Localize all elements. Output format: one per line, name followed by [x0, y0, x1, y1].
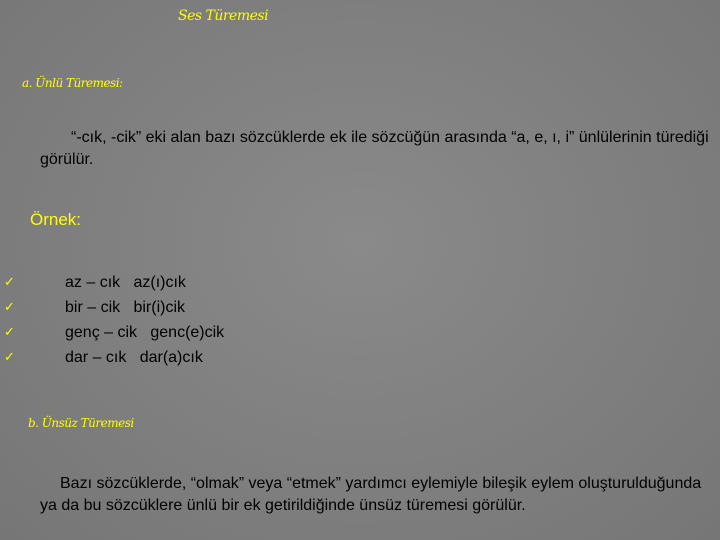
checkmark-icon: ✓: [4, 275, 15, 290]
section-a-paragraph-text: “-cık, -cik” eki alan bazı sözcüklerde ek ile sözcüğün arasında “a, e, ı, i” ünlülerinin türediği görülür.: [40, 129, 709, 168]
example-text: az – cık az(ı)cık: [65, 274, 186, 291]
example-label: Örnek:: [30, 210, 82, 229]
example-text: genç – cik genc(e)cik: [65, 324, 225, 341]
section-a-heading: a. Ünlü Türemesi:: [22, 76, 123, 90]
section-b-paragraph: [40, 473, 715, 517]
checkmark-icon: ✓: [4, 300, 15, 315]
example-text: dar – cık dar(a)cık: [65, 349, 203, 366]
checkmark-icon: ✓: [4, 325, 15, 340]
slide-title: Ses Türemesi: [178, 8, 269, 24]
example-text: bir – cik bir(i)cik: [65, 299, 186, 316]
section-a-paragraph: [40, 127, 720, 171]
checkmark-icon: ✓: [4, 350, 15, 365]
section-b-paragraph-text: Bazı sözcüklerde, “olmak” veya “etmek” yardımcı eylemiyle bileşik eylem oluşturulduğunda ya da bu sözcüklere ünlü bir ek getirildiğinde ünsüz türemesi görülür.: [40, 475, 702, 514]
section-b-heading: b. Ünsüz Türemesi: [28, 416, 134, 430]
